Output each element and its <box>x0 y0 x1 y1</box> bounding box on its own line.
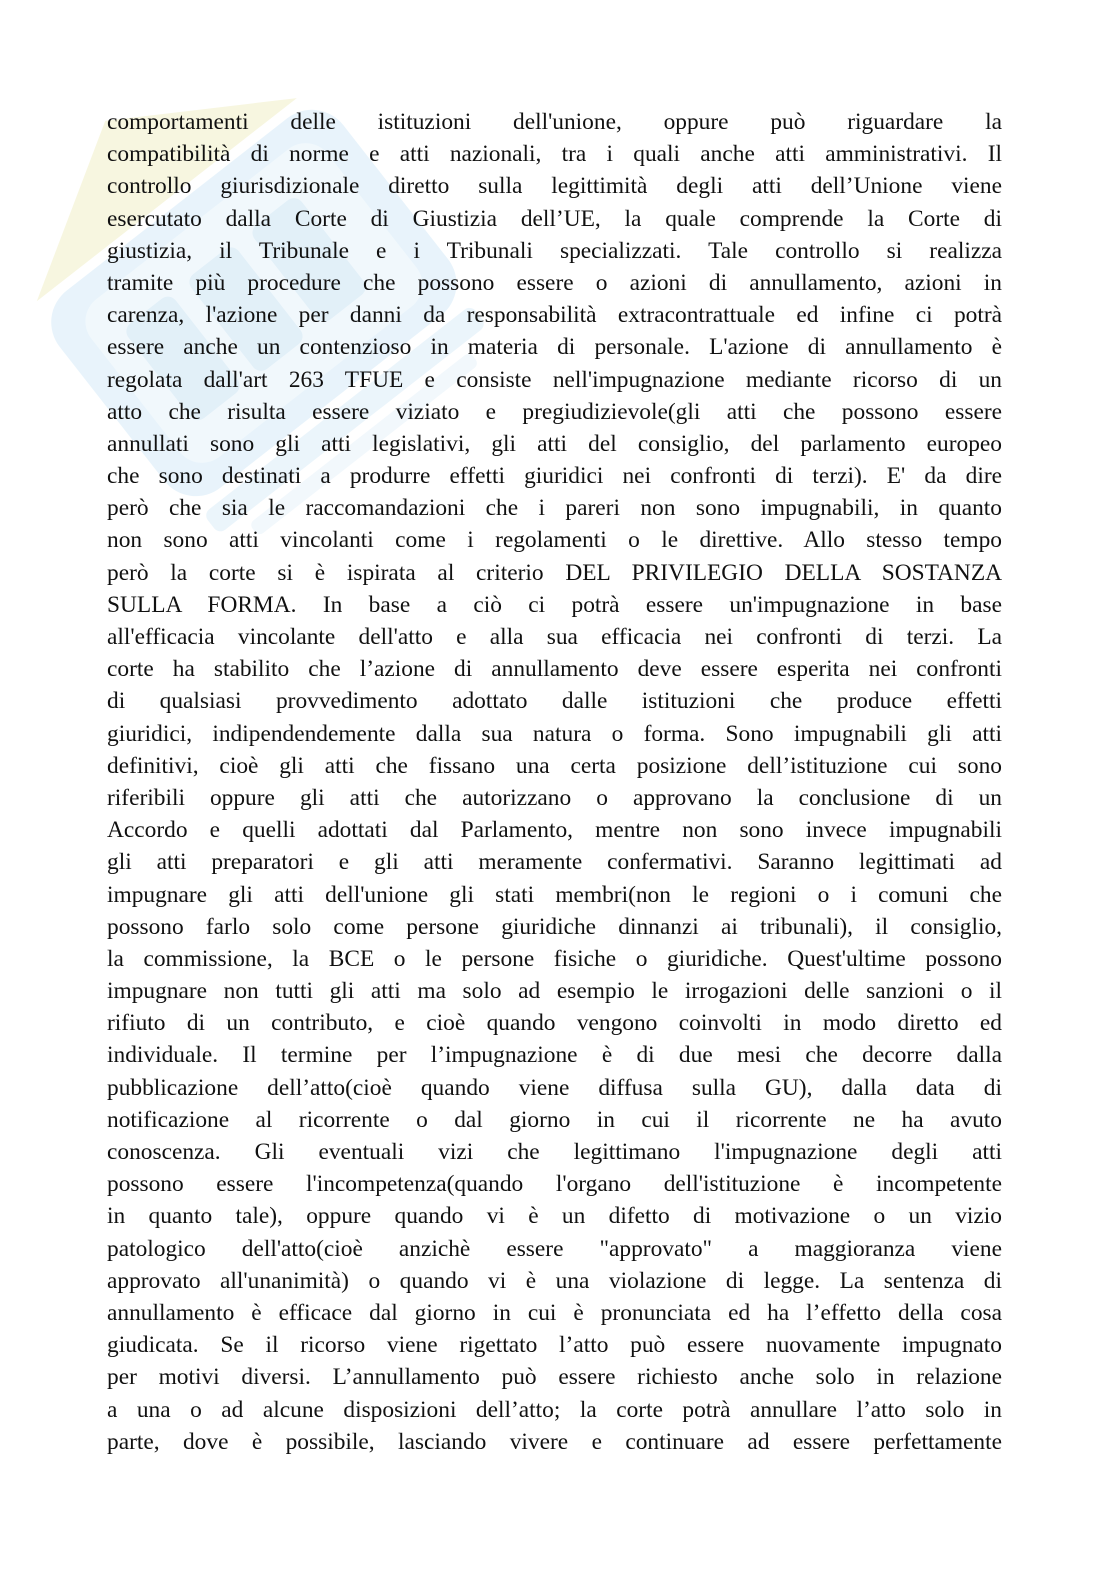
text-line: compatibilità di norme e atti nazionali, tra i quali anche atti amministrativi. Il <box>107 141 1002 168</box>
text-line: annullati sono gli atti legislativi, gli atti del consiglio, del parlamento europeo <box>107 430 1002 457</box>
text-line: regolata dall'art 263 TFUE e consiste nell'impugnazione mediante ricorso di un <box>107 366 1002 393</box>
text-line: conoscenza. Gli eventuali vizi che legittimano l'impugnazione degli atti <box>107 1139 1002 1165</box>
text-line: all'efficacia vincolante dell'atto e alla sua efficacia nei confronti di terzi. La <box>107 624 1002 650</box>
text-line: in quanto tale), oppure quando vi è un difetto di motivazione o un vizio <box>107 1203 1002 1230</box>
text-line: riferibili oppure gli atti che autorizzano o approvano la conclusione di un <box>107 784 1002 811</box>
text-line: impugnare gli atti dell'unione gli stati membri(non le regioni o i comuni che <box>107 881 1002 908</box>
text-line: gli atti preparatori e gli atti meramente confermativi. Saranno legittimati ad <box>107 849 1002 876</box>
text-line: però che sia le raccomandazioni che i pareri non sono impugnabili, in quanto <box>107 495 1002 522</box>
text-line: patologico dell'atto(cioè anzichè essere "approvato" a maggioranza viene <box>107 1235 1002 1262</box>
text-line: impugnare non tutti gli atti ma solo ad esempio le irrogazioni delle sanzioni o il <box>107 978 1002 1005</box>
document-body <box>107 106 1002 1458</box>
text-line: rifiuto di un contributo, e cioè quando vengono coinvolti in modo diretto ed <box>107 1010 1002 1037</box>
text-line: Accordo e quelli adottati dal Parlamento, mentre non sono invece impugnabili <box>107 817 1002 844</box>
text-line: approvato all'unanimità) o quando vi è una violazione di legge. La sentenza di <box>107 1267 1002 1294</box>
text-line: la commissione, la BCE o le persone fisiche o giuridiche. Quest'ultime possono <box>107 945 1002 972</box>
text-line: non sono atti vincolanti come i regolamenti o le direttive. Allo stesso tempo <box>107 527 1002 554</box>
text-line: carenza, l'azione per danni da responsabilità extracontrattuale ed infine ci potrà <box>107 302 1002 329</box>
text-line: SULLA FORMA. In base a ciò ci potrà essere un'impugnazione in base <box>107 591 1002 618</box>
text-line: a una o ad alcune disposizioni dell’atto; la corte potrà annullare l’atto solo in <box>107 1396 1002 1423</box>
text-line: essere anche un contenzioso in materia di personale. L'azione di annullamento è <box>107 334 1002 361</box>
text-line: per motivi diversi. L’annullamento può essere richiesto anche solo in relazione <box>107 1364 1002 1391</box>
text-line: definitivi, cioè gli atti che fissano una certa posizione dell’istituzione cui sono <box>107 752 1002 779</box>
text-line: individuale. Il termine per l’impugnazione è di due mesi che decorre dalla <box>107 1042 1002 1069</box>
text-line: notificazione al ricorrente o dal giorno in cui il ricorrente ne ha avuto <box>107 1106 1002 1133</box>
text-line: atto che risulta essere viziato e pregiudizievole(gli atti che possono essere <box>107 398 1002 425</box>
text-line: possono essere l'incompetenza(quando l'organo dell'istituzione è incompetente <box>107 1171 1002 1198</box>
text-line: giuridici, indipendendemente dalla sua natura o forma. Sono impugnabili gli atti <box>107 720 1002 747</box>
text-line: parte, dove è possibile, lasciando vivere e continuare ad essere perfettamente <box>107 1428 1002 1455</box>
text-line: però la corte si è ispirata al criterio DEL PRIVILEGIO DELLA SOSTANZA <box>107 559 1002 586</box>
text-line: corte ha stabilito che l’azione di annullamento deve essere esperita nei confronti <box>107 656 1002 683</box>
text-line: tramite più procedure che possono essere o azioni di annullamento, azioni in <box>107 269 1002 296</box>
text-line: giudicata. Se il ricorso viene rigettato l’atto può essere nuovamente impugnato <box>107 1332 1002 1359</box>
text-line: pubblicazione dell’atto(cioè quando viene diffusa sulla GU), dalla data di <box>107 1074 1002 1101</box>
text-line: annullamento è efficace dal giorno in cui è pronunciata ed ha l’effetto della cosa <box>107 1299 1002 1326</box>
text-line: controllo giurisdizionale diretto sulla legittimità degli atti dell’Unione viene <box>107 173 1002 200</box>
text-line: giustizia, il Tribunale e i Tribunali specializzati. Tale controllo si realizza <box>107 237 1002 264</box>
text-line: comportamenti delle istituzioni dell'unione, oppure può riguardare la <box>107 109 1002 135</box>
text-line: che sono destinati a produrre effetti giuridici nei confronti di terzi). E' da dire <box>107 463 1002 490</box>
text-line: di qualsiasi provvedimento adottato dalle istituzioni che produce effetti <box>107 688 1002 715</box>
text-line: possono farlo solo come persone giuridiche dinnanzi ai tribunali), il consiglio, <box>107 913 1002 940</box>
text-line: esercutato dalla Corte di Giustizia dell’UE, la quale comprende la Corte di <box>107 205 1002 232</box>
